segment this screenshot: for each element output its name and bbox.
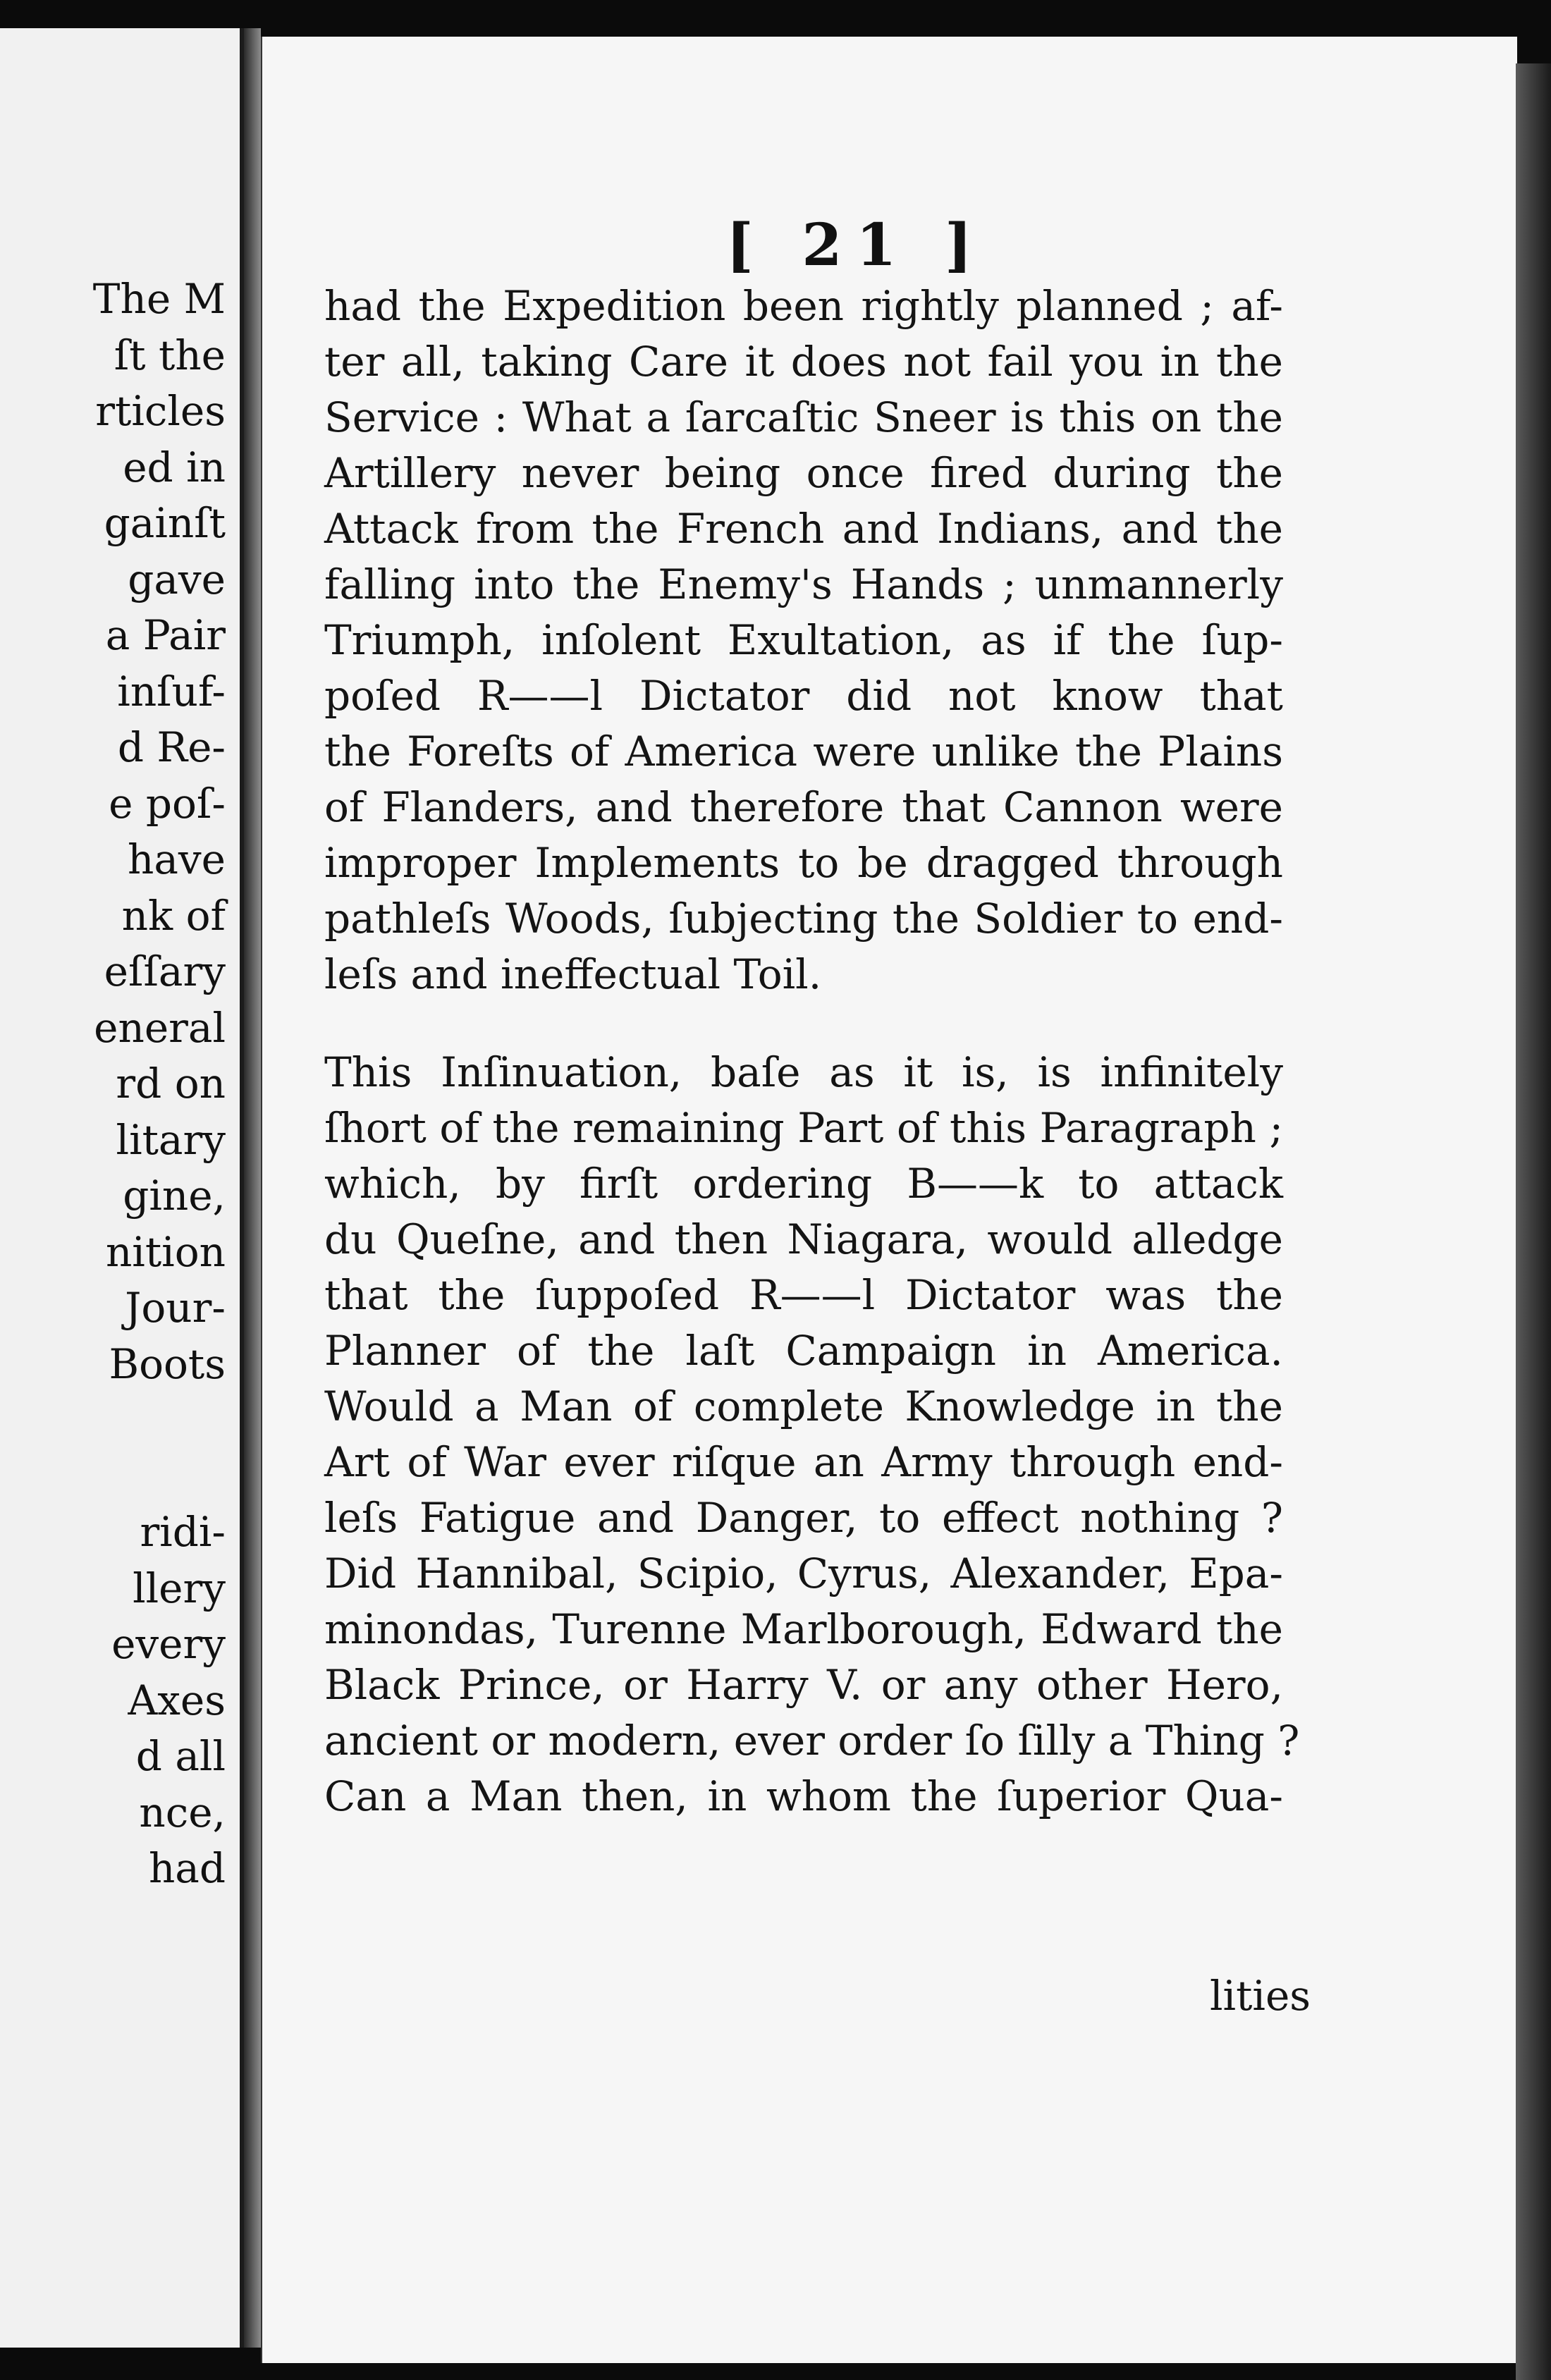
left-page-line: eſſary xyxy=(104,947,226,995)
left-page-line: nce, xyxy=(139,1788,226,1836)
left-page-line: Jour- xyxy=(125,1284,226,1332)
text-line: Can a Man then, in whom the ſuperior Qua- xyxy=(324,1772,1283,1820)
text-line: Planner of the laſt Campaign in America. xyxy=(324,1327,1283,1375)
left-page-line: nition xyxy=(105,1227,226,1276)
text-line: improper Implements to be dragged through xyxy=(324,839,1283,887)
left-page-line: ſt the xyxy=(114,331,226,379)
text-line: Did Hannibal, Scipio, Cyrus, Alexander, Epa- xyxy=(324,1550,1283,1597)
text-line: minondas, Turenne Marlborough, Edward the xyxy=(324,1605,1283,1653)
text-line: the Foreſts of America were unlike the Plains xyxy=(324,728,1283,775)
left-page-line: d Re- xyxy=(117,723,226,771)
catchword: lities xyxy=(1210,1972,1311,2020)
left-page-line: have xyxy=(127,835,226,883)
left-page-line: Axes xyxy=(128,1676,226,1724)
paragraph-2 xyxy=(324,1045,1300,1824)
text-line: Service : What a ſarcaſtic Sneer is this on the xyxy=(324,393,1283,441)
left-page-line: gainſt xyxy=(104,499,226,547)
left-page-line: Boots xyxy=(109,1339,226,1388)
page-body-text xyxy=(324,278,1300,1824)
text-line: This Inſinuation, baſe as it is, is infinitely xyxy=(324,1048,1283,1096)
text-line: had the Expedition been rightly planned ; af- xyxy=(324,282,1283,330)
text-line: du Queſne, and then Niagara, would alledge xyxy=(324,1215,1283,1263)
left-page-line: a Pair xyxy=(105,611,226,659)
text-line: falling into the Enemy's Hands ; unmannerly xyxy=(324,560,1283,608)
left-page-line: rticles xyxy=(95,387,226,435)
text-line: Artillery never being once fired during the xyxy=(324,449,1283,497)
text-line: poſed R——l Dictator did not know that xyxy=(324,672,1283,720)
left-page-line: every xyxy=(111,1620,226,1668)
text-line: leſs and ineffectual Toil. xyxy=(324,950,822,998)
left-page-line: ridi- xyxy=(140,1508,226,1556)
left-page-line: gave xyxy=(128,555,226,603)
text-line: ſhort of the remaining Part of this Paragraph ; xyxy=(324,1104,1283,1152)
left-page-line: llery xyxy=(133,1564,226,1612)
text-line: Black Prince, or Harry V. or any other Hero, xyxy=(324,1661,1283,1709)
left-page-line: d all xyxy=(135,1732,226,1780)
paragraph-gap xyxy=(324,1002,1283,1045)
left-page-line: e poſ- xyxy=(109,779,226,828)
text-line: which, by firſt ordering B——k to attack xyxy=(324,1160,1283,1208)
left-page-line: eneral xyxy=(94,1003,226,1052)
text-line: Triumph, inſolent Exultation, as if the ſup- xyxy=(324,616,1283,664)
text-line: pathleſs Woods, ſubjecting the Soldier to end- xyxy=(324,895,1283,943)
left-facing-page xyxy=(0,28,244,2348)
left-page-line: litary xyxy=(116,1115,226,1164)
left-page-line: inſuf- xyxy=(117,667,226,716)
text-line: Attack from the French and Indians, and the xyxy=(324,505,1283,553)
left-page-line: had xyxy=(148,1844,226,1892)
left-page-line: The M xyxy=(92,275,226,323)
book-gutter xyxy=(244,28,261,2348)
left-page-line: rd on xyxy=(116,1060,226,1108)
page-edge-shadow xyxy=(1516,63,1551,2380)
text-line: that the ſuppoſed R——l Dictator was the xyxy=(324,1271,1283,1319)
text-line: leſs Fatigue and Danger, to effect nothing ? xyxy=(324,1494,1283,1542)
text-line: ancient or modern, ever order ſo ſilly a Thing ? xyxy=(324,1717,1300,1765)
paragraph-1 xyxy=(324,278,1283,1002)
left-page-line: gine, xyxy=(123,1172,226,1220)
left-page-line: nk of xyxy=(121,891,226,940)
left-page-line: ed in xyxy=(123,443,226,491)
text-line: Art of War ever riſque an Army through end- xyxy=(324,1438,1283,1486)
text-line: Would a Man of complete Knowledge in the xyxy=(324,1382,1283,1430)
page-number: [ 21 ] xyxy=(726,211,986,279)
text-line: of Flanders, and therefore that Cannon were xyxy=(324,783,1283,831)
text-line: ter all, taking Care it does not fail you in the xyxy=(324,338,1283,386)
